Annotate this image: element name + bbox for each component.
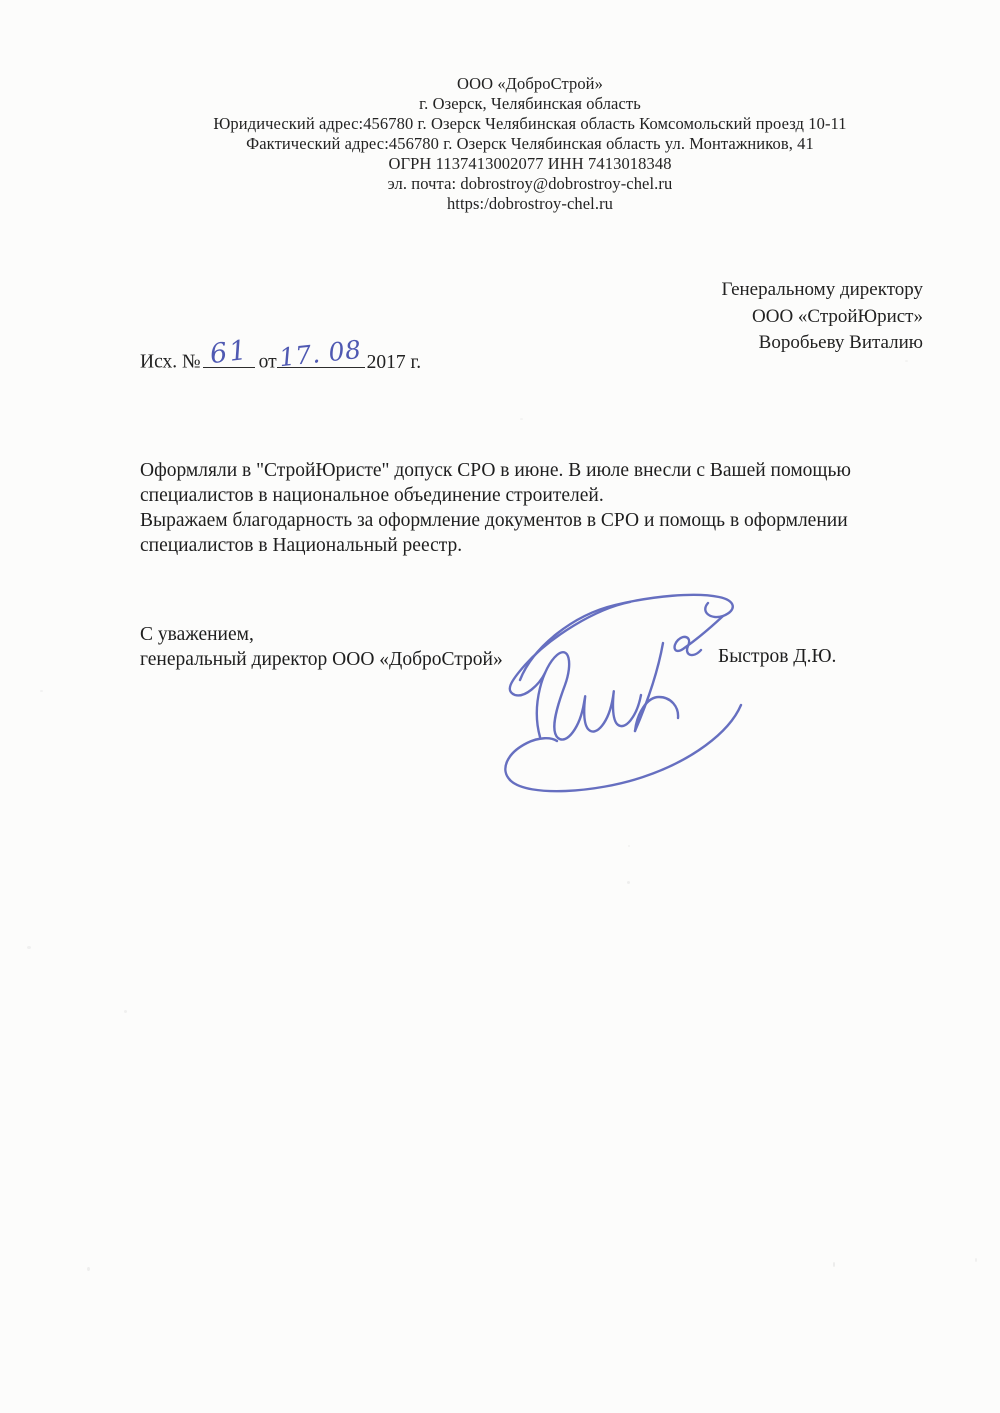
ref-date-blank — [277, 334, 365, 372]
scan-speck — [833, 1262, 835, 1267]
addressee-block — [722, 277, 923, 357]
outgoing-ref-line — [140, 334, 422, 374]
letterhead-legal-address: Юридический адрес:456780 г. Озерск Челябинская область Комсомольский проезд 10-11 — [213, 114, 847, 133]
scan-speck — [520, 418, 523, 420]
addressee-company: ООО «СтройЮрист» — [752, 305, 923, 327]
signatory-title: генеральный директор ООО «ДоброСтрой» — [140, 649, 503, 670]
letterhead-ogrn-inn: ОГРН 1137413002077 ИНН 7413018348 — [388, 154, 672, 173]
ref-number-blank — [203, 334, 255, 370]
scan-speck — [40, 690, 43, 692]
addressee-person: Воробьеву Виталию — [758, 332, 923, 353]
body-line: Оформляли в "СтройЮристе" допуск СРО в июне. В июле внесли с Вашей помощью — [140, 460, 851, 481]
letterhead — [60, 74, 1000, 214]
handwritten-outgoing-number: 61 — [207, 334, 250, 370]
body-line: специалистов в Национальный реестр. — [140, 535, 463, 556]
signature-ink — [495, 585, 750, 795]
salutation: С уважением, — [140, 624, 254, 645]
letterhead-email: эл. почта: dobrostroy@dobrostroy-chel.ru — [387, 174, 673, 193]
signatory-name: Быстров Д.Ю. — [718, 646, 837, 667]
handwritten-date: 17. 08 — [277, 334, 363, 372]
scan-speck — [87, 1267, 90, 1271]
body-line: специалистов в национальное объединение строителей. — [140, 485, 604, 506]
letterhead-city: г. Озерск, Челябинская область — [419, 94, 641, 113]
scan-speck — [627, 881, 630, 884]
scan-speck — [628, 845, 630, 847]
scan-speck — [905, 360, 908, 362]
scan-speck — [27, 946, 31, 949]
addressee-position: Генеральному директору — [721, 279, 923, 300]
scan-speck — [124, 1010, 127, 1013]
letter-body — [140, 458, 900, 558]
letterhead-actual-address: Фактический адрес:456780 г. Озерск Челябинская область ул. Монтажников, 41 — [246, 134, 814, 153]
ref-year: 2017 г. — [366, 351, 422, 373]
ref-prefix: Исх. № — [140, 351, 201, 373]
letterhead-website: https:/dobrostroy-chel.ru — [446, 194, 614, 213]
ref-ot-label: от — [258, 351, 277, 373]
letterhead-company: ООО «ДоброСтрой» — [457, 74, 603, 93]
body-line: Выражаем благодарность за оформление документов в СРО и помощь в оформлении — [140, 510, 848, 531]
scan-speck — [975, 1258, 977, 1262]
